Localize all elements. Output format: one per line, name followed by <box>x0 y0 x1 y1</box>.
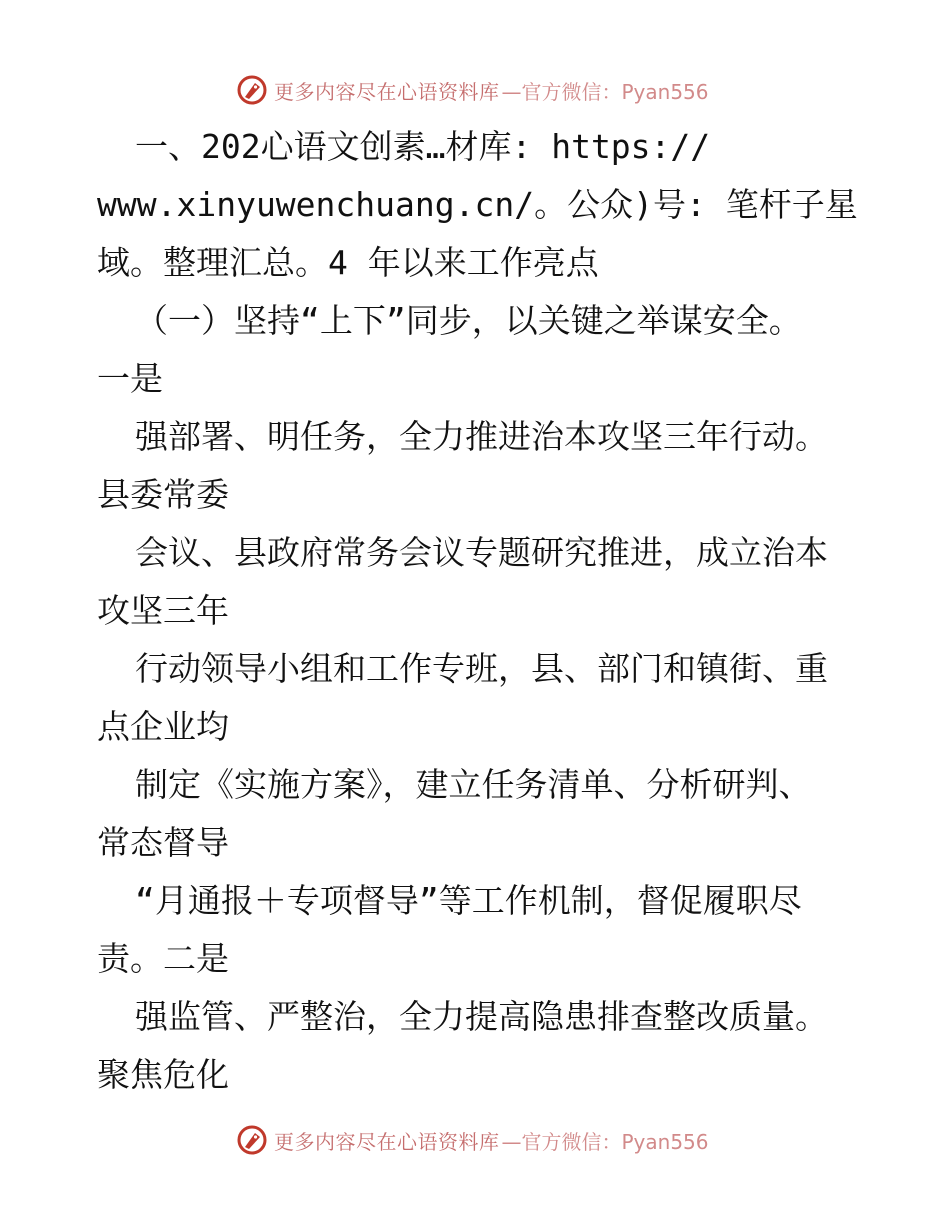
footer-banner <box>236 1123 716 1157</box>
header-banner-main: 更多内容尽在心语资料库 <box>274 79 500 104</box>
text-line: www.xinyuwenchuang.cn/。公众)号: 笔杆子星 <box>97 185 858 224</box>
document-body <box>97 118 867 1104</box>
footer-banner-main: 更多内容尽在心语资料库 <box>274 1129 500 1154</box>
text-line: 强部署、明任务，全力推进治本攻坚三年行动。 <box>135 417 828 456</box>
text-line: 聚焦危化 <box>97 1055 229 1094</box>
text-line: 一是 <box>97 359 163 398</box>
text-line: 制定《实施方案》，建立任务清单、分析研判、 <box>135 765 812 804</box>
text-line: 点企业均 <box>97 707 229 746</box>
pen-nib-circle-icon <box>236 1124 268 1156</box>
text-line: 县委常委 <box>97 475 229 514</box>
text-line: 一、202心语文创素…材库: https:// <box>135 127 711 166</box>
footer-banner-sub: —官方微信：Pyan556 <box>501 1129 709 1154</box>
text-line: 攻坚三年 <box>97 591 229 630</box>
text-line: 会议、县政府常务会议专题研究推进，成立治本 <box>135 533 828 572</box>
text-line: 责。二是 <box>97 939 229 978</box>
header-banner <box>236 73 716 107</box>
text-line: “月通报＋专项督导”等工作机制，督促履职尽 <box>135 881 802 920</box>
text-line: 常态督导 <box>97 823 229 862</box>
text-line: 域。整理汇总。4 年以来工作亮点 <box>97 243 599 282</box>
pen-nib-circle-icon <box>236 74 268 106</box>
header-banner-sub: —官方微信：Pyan556 <box>501 79 709 104</box>
text-line: 行动领导小组和工作专班，县、部门和镇街、重 <box>135 649 828 688</box>
text-line: （一）坚持“上下”同步，以关键之举谋安全。 <box>135 301 802 340</box>
text-line: 强监管、严整治，全力提高隐患排查整改质量。 <box>135 997 828 1036</box>
